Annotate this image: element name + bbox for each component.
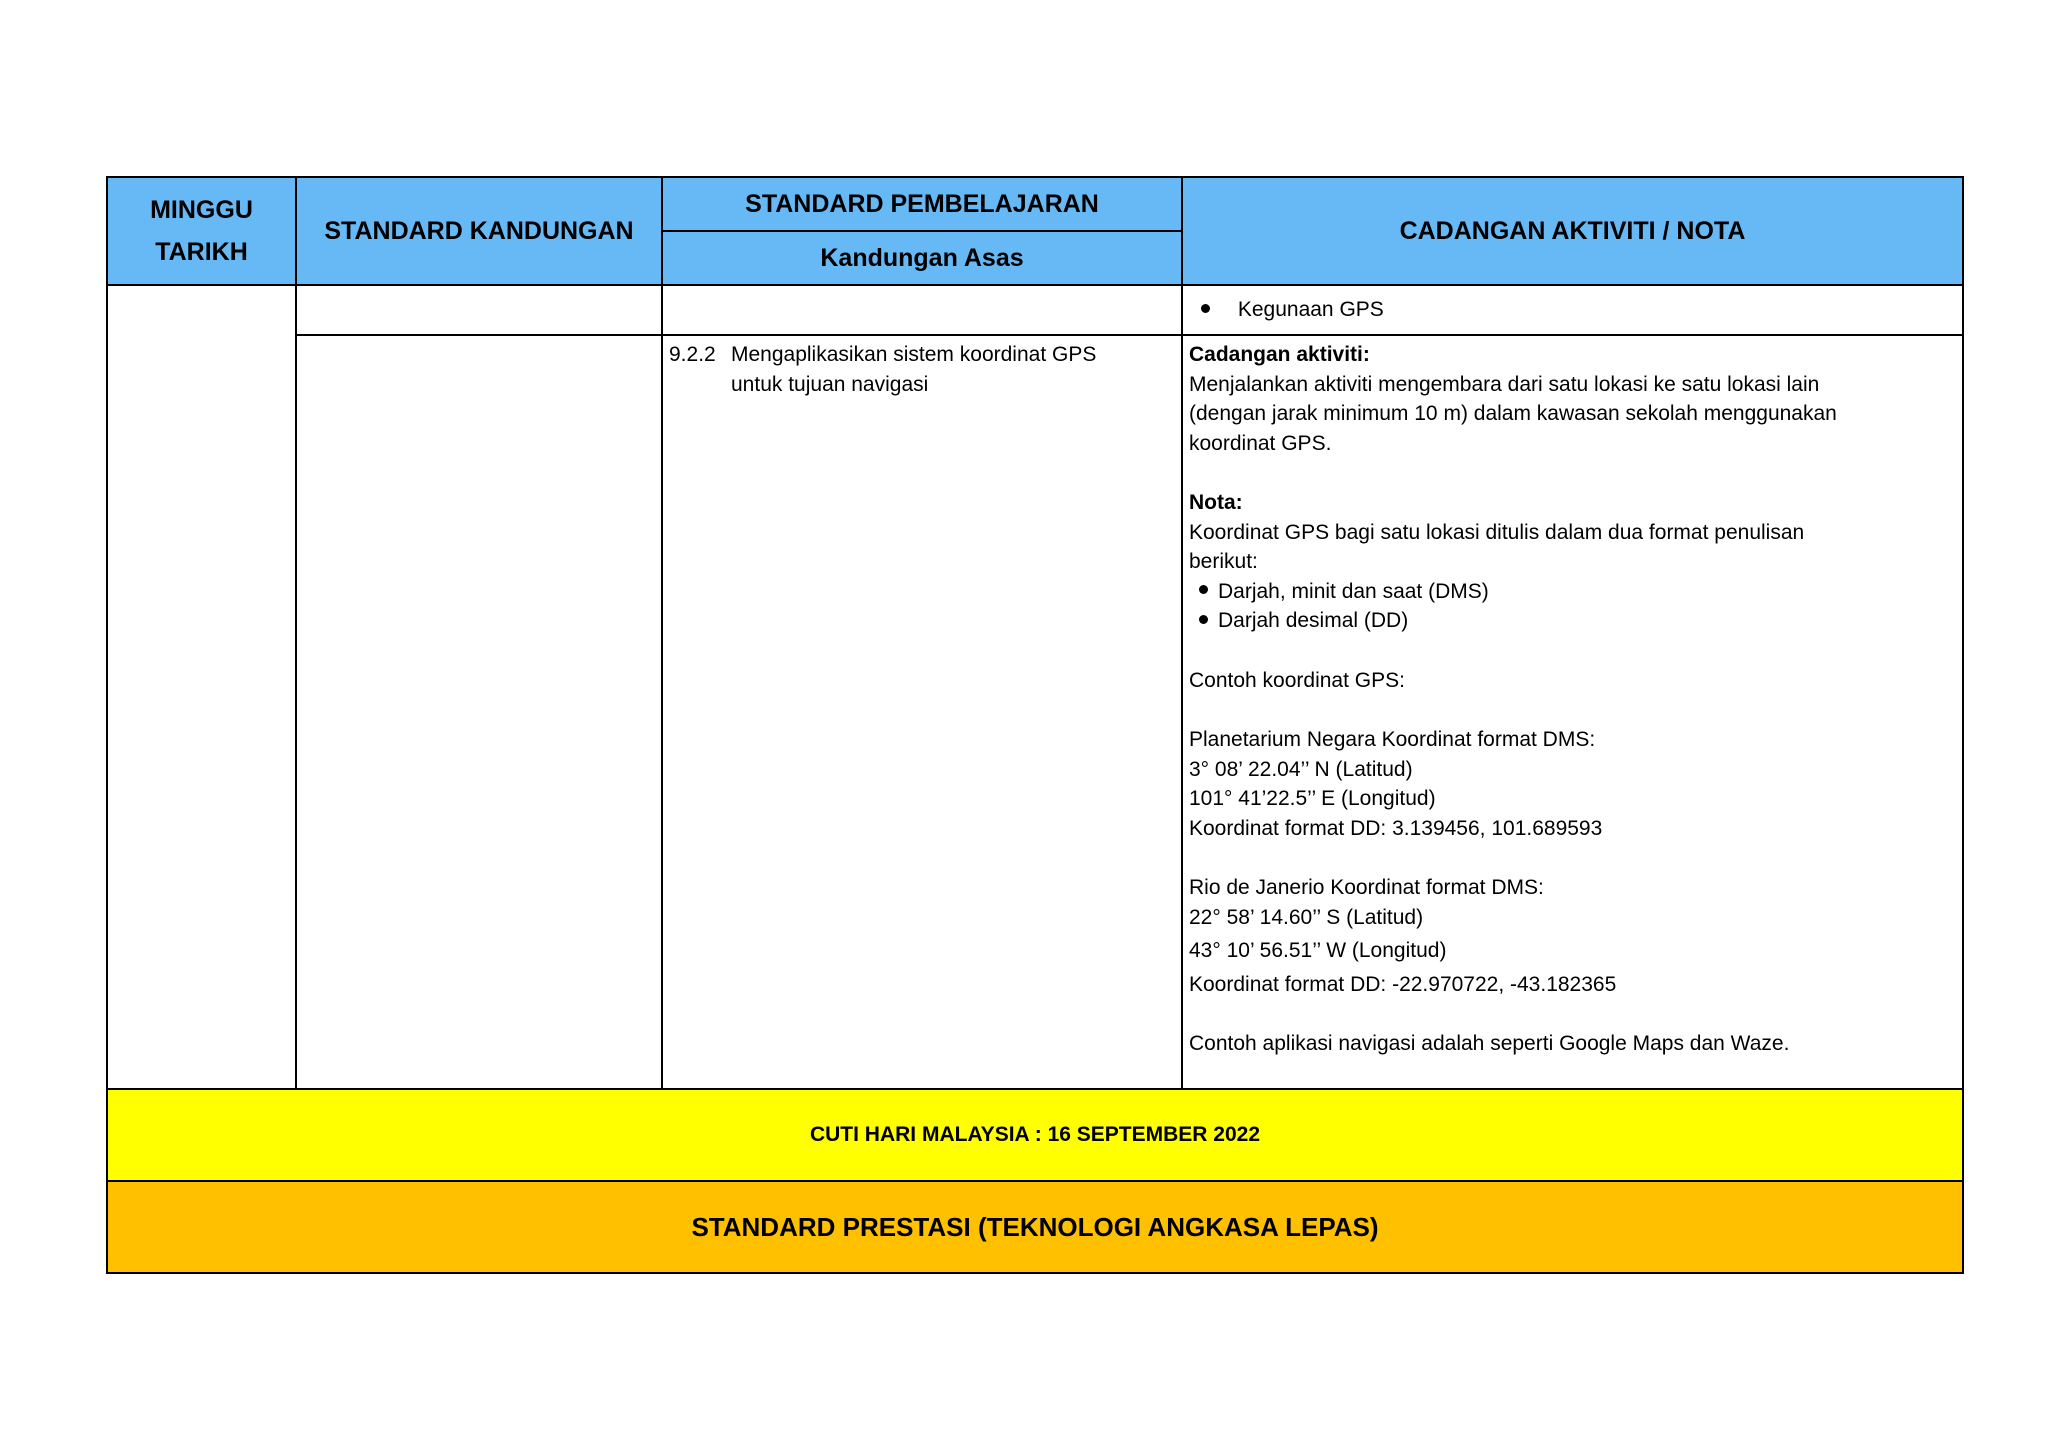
bullet-kegunaan-gps: Kegunaan GPS	[1237, 298, 1384, 322]
cadangan-line-2: (dengan jarak minimum 10 m) dalam kawasan sekolah menggunakan	[1189, 402, 1837, 425]
rpt-page	[106, 176, 1962, 1274]
sp-text	[731, 340, 1096, 399]
cell-sk-row1	[296, 285, 662, 335]
ex2-lat: 22° 58’ 14.60’’ S (Latitud)	[1189, 905, 1424, 929]
cell-minggu	[107, 285, 296, 1089]
cell-cadangan-row1	[1182, 285, 1963, 335]
ex2-dd: Koordinat format DD: -22.970722, -43.182365	[1189, 972, 1617, 996]
cell-sk-row2	[296, 335, 662, 1089]
cadangan-line-3: koordinat GPS.	[1189, 431, 1332, 455]
header-cadangan: CADANGAN AKTIVITI / NOTA	[1182, 177, 1963, 285]
nota-line-2: berikut:	[1189, 550, 1258, 573]
banner-holiday: CUTI HARI MALAYSIA : 16 SEPTEMBER 2022	[107, 1089, 1963, 1181]
cell-sp-row1	[662, 285, 1182, 335]
ex2-title: Rio de Janerio Koordinat format DMS:	[1189, 876, 1544, 899]
sp-text-line-2: untuk tujuan navigasi	[731, 372, 929, 396]
format-item	[1189, 606, 1956, 636]
ex1-lat: 3° 08’ 22.04’’ N (Latitud)	[1189, 757, 1413, 781]
contoh-title: Contoh koordinat GPS:	[1189, 668, 1405, 692]
header-minggu: MINGGU	[150, 196, 253, 224]
cell-sp-row2	[662, 335, 1182, 1089]
header-kandungan-asas: Kandungan Asas	[662, 231, 1182, 285]
header-standard-kandungan: STANDARD KANDUNGAN	[296, 177, 662, 285]
format-dd: Darjah desimal (DD)	[1218, 609, 1409, 632]
nota-title: Nota:	[1189, 491, 1243, 514]
header-tarikh: TARIKH	[155, 238, 248, 266]
header-standard-pembelajaran: STANDARD PEMBELAJARAN	[662, 177, 1182, 231]
rpt-table	[106, 176, 1964, 1274]
sp-text-line-1: Mengaplikasikan sistem koordinat GPS	[731, 343, 1097, 366]
banner-standard-prestasi: STANDARD PRESTASI (TEKNOLOGI ANGKASA LEPAS)	[107, 1181, 1963, 1273]
ex1-dd: Koordinat format DD: 3.139456, 101.689593	[1189, 816, 1603, 840]
format-dms: Darjah, minit dan saat (DMS)	[1218, 579, 1489, 603]
header-minggu-tarikh	[107, 177, 296, 285]
bullet-icon	[1199, 585, 1208, 594]
cell-cadangan-row2	[1182, 335, 1963, 1089]
bullet-icon	[1199, 615, 1208, 624]
ex2-lon: 43° 10’ 56.51’’ W (Longitud)	[1189, 939, 1447, 962]
sp-code: 9.2.2	[669, 343, 716, 366]
nota-line-1: Koordinat GPS bagi satu lokasi ditulis dalam dua format penulisan	[1189, 520, 1805, 544]
cadangan-title: Cadangan aktiviti:	[1189, 343, 1370, 366]
bullet-icon	[1201, 304, 1210, 313]
ex1-lon: 101° 41’22.5’’ E (Longitud)	[1189, 787, 1436, 810]
cadangan-line-1: Menjalankan aktiviti mengembara dari satu lokasi ke satu lokasi lain	[1189, 372, 1820, 396]
apps-note: Contoh aplikasi navigasi adalah seperti Google Maps dan Waze.	[1189, 1032, 1790, 1055]
ex1-title: Planetarium Negara Koordinat format DMS:	[1189, 728, 1596, 751]
format-item	[1189, 577, 1956, 607]
